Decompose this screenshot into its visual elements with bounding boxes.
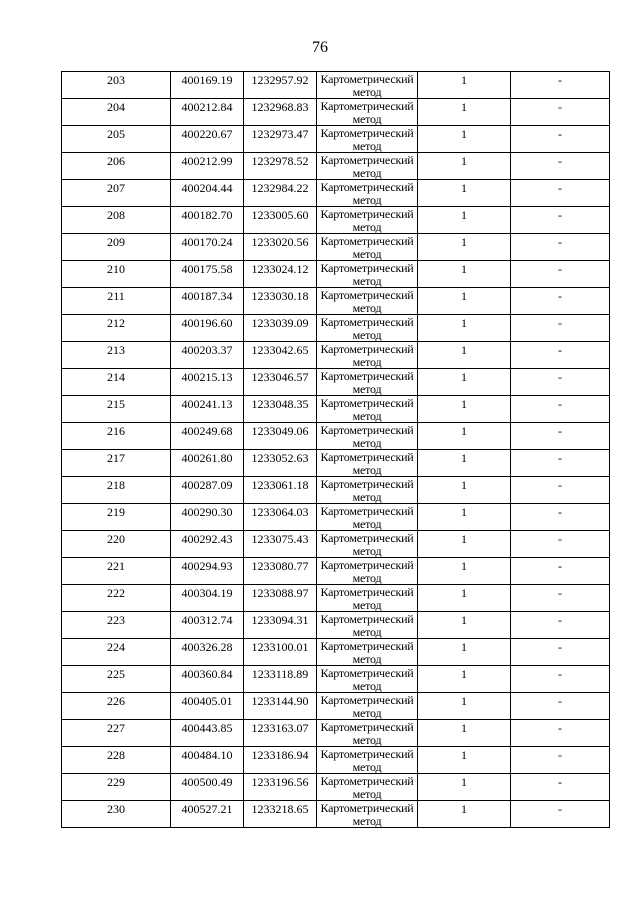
- table-row: [62, 288, 610, 315]
- note-cell: -: [511, 693, 610, 720]
- table-row: [62, 477, 610, 504]
- page-number: 76: [312, 39, 328, 56]
- accuracy-cell: 1: [418, 72, 511, 99]
- note-cell: -: [511, 72, 610, 99]
- y-coordinate-cell: 1233024.12: [244, 261, 317, 288]
- point-number-cell: 203: [62, 72, 171, 99]
- table-row: [62, 396, 610, 423]
- accuracy-cell: 1: [418, 612, 511, 639]
- accuracy-cell: 1: [418, 423, 511, 450]
- accuracy-cell: 1: [418, 639, 511, 666]
- x-coordinate-cell: 400405.01: [171, 693, 244, 720]
- table-row: [62, 234, 610, 261]
- note-cell: -: [511, 153, 610, 180]
- y-coordinate-cell: 1233075.43: [244, 531, 317, 558]
- accuracy-cell: 1: [418, 558, 511, 585]
- accuracy-cell: 1: [418, 369, 511, 396]
- table-row: [62, 72, 610, 99]
- note-cell: -: [511, 288, 610, 315]
- point-number-cell: 218: [62, 477, 171, 504]
- method-cell: Картометрический метод: [317, 396, 418, 423]
- table-row: [62, 747, 610, 774]
- method-cell: Картометрический метод: [317, 666, 418, 693]
- method-cell: Картометрический метод: [317, 153, 418, 180]
- note-cell: -: [511, 720, 610, 747]
- x-coordinate-cell: 400443.85: [171, 720, 244, 747]
- x-coordinate-cell: 400312.74: [171, 612, 244, 639]
- method-cell: Картометрический метод: [317, 450, 418, 477]
- y-coordinate-cell: 1233005.60: [244, 207, 317, 234]
- accuracy-cell: 1: [418, 99, 511, 126]
- accuracy-cell: 1: [418, 774, 511, 801]
- table-row: [62, 423, 610, 450]
- method-cell: Картометрический метод: [317, 504, 418, 531]
- y-coordinate-cell: 1232978.52: [244, 153, 317, 180]
- table-row: [62, 639, 610, 666]
- point-number-cell: 215: [62, 396, 171, 423]
- point-number-cell: 230: [62, 801, 171, 828]
- method-cell: Картометрический метод: [317, 126, 418, 153]
- point-number-cell: 211: [62, 288, 171, 315]
- accuracy-cell: 1: [418, 666, 511, 693]
- method-cell: Картометрический метод: [317, 315, 418, 342]
- note-cell: -: [511, 450, 610, 477]
- coordinates-table-body: [62, 72, 610, 828]
- accuracy-cell: 1: [418, 126, 511, 153]
- method-cell: Картометрический метод: [317, 207, 418, 234]
- x-coordinate-cell: 400196.60: [171, 315, 244, 342]
- accuracy-cell: 1: [418, 585, 511, 612]
- x-coordinate-cell: 400182.70: [171, 207, 244, 234]
- note-cell: -: [511, 558, 610, 585]
- accuracy-cell: 1: [418, 747, 511, 774]
- coordinates-table: [61, 71, 610, 828]
- accuracy-cell: 1: [418, 288, 511, 315]
- point-number-cell: 214: [62, 369, 171, 396]
- x-coordinate-cell: 400360.84: [171, 666, 244, 693]
- accuracy-cell: 1: [418, 180, 511, 207]
- accuracy-cell: 1: [418, 153, 511, 180]
- x-coordinate-cell: 400304.19: [171, 585, 244, 612]
- x-coordinate-cell: 400500.49: [171, 774, 244, 801]
- x-coordinate-cell: 400292.43: [171, 531, 244, 558]
- point-number-cell: 224: [62, 639, 171, 666]
- accuracy-cell: 1: [418, 531, 511, 558]
- accuracy-cell: 1: [418, 504, 511, 531]
- point-number-cell: 205: [62, 126, 171, 153]
- point-number-cell: 229: [62, 774, 171, 801]
- accuracy-cell: 1: [418, 261, 511, 288]
- point-number-cell: 210: [62, 261, 171, 288]
- method-cell: Картометрический метод: [317, 99, 418, 126]
- y-coordinate-cell: 1233048.35: [244, 396, 317, 423]
- note-cell: -: [511, 531, 610, 558]
- table-row: [62, 774, 610, 801]
- note-cell: -: [511, 747, 610, 774]
- method-cell: Картометрический метод: [317, 180, 418, 207]
- x-coordinate-cell: 400212.84: [171, 99, 244, 126]
- method-cell: Картометрический метод: [317, 558, 418, 585]
- x-coordinate-cell: 400261.80: [171, 450, 244, 477]
- method-cell: Картометрический метод: [317, 639, 418, 666]
- point-number-cell: 228: [62, 747, 171, 774]
- note-cell: -: [511, 342, 610, 369]
- y-coordinate-cell: 1233042.65: [244, 342, 317, 369]
- method-cell: Картометрический метод: [317, 342, 418, 369]
- accuracy-cell: 1: [418, 315, 511, 342]
- x-coordinate-cell: 400187.34: [171, 288, 244, 315]
- point-number-cell: 223: [62, 612, 171, 639]
- y-coordinate-cell: 1233163.07: [244, 720, 317, 747]
- point-number-cell: 207: [62, 180, 171, 207]
- accuracy-cell: 1: [418, 207, 511, 234]
- y-coordinate-cell: 1233088.97: [244, 585, 317, 612]
- note-cell: -: [511, 585, 610, 612]
- y-coordinate-cell: 1232957.92: [244, 72, 317, 99]
- method-cell: Картометрический метод: [317, 261, 418, 288]
- point-number-cell: 217: [62, 450, 171, 477]
- y-coordinate-cell: 1233118.89: [244, 666, 317, 693]
- x-coordinate-cell: 400241.13: [171, 396, 244, 423]
- method-cell: Картометрический метод: [317, 612, 418, 639]
- method-cell: Картометрический метод: [317, 801, 418, 828]
- table-row: [62, 558, 610, 585]
- point-number-cell: 204: [62, 99, 171, 126]
- accuracy-cell: 1: [418, 234, 511, 261]
- x-coordinate-cell: 400212.99: [171, 153, 244, 180]
- x-coordinate-cell: 400175.58: [171, 261, 244, 288]
- note-cell: -: [511, 477, 610, 504]
- point-number-cell: 206: [62, 153, 171, 180]
- note-cell: -: [511, 666, 610, 693]
- y-coordinate-cell: 1233094.31: [244, 612, 317, 639]
- accuracy-cell: 1: [418, 450, 511, 477]
- y-coordinate-cell: 1233218.65: [244, 801, 317, 828]
- y-coordinate-cell: 1232968.83: [244, 99, 317, 126]
- point-number-cell: 226: [62, 693, 171, 720]
- x-coordinate-cell: 400290.30: [171, 504, 244, 531]
- method-cell: Картометрический метод: [317, 693, 418, 720]
- method-cell: Картометрический метод: [317, 585, 418, 612]
- note-cell: -: [511, 99, 610, 126]
- x-coordinate-cell: 400294.93: [171, 558, 244, 585]
- table-row: [62, 153, 610, 180]
- y-coordinate-cell: 1233186.94: [244, 747, 317, 774]
- note-cell: -: [511, 774, 610, 801]
- method-cell: Картометрический метод: [317, 369, 418, 396]
- method-cell: Картометрический метод: [317, 747, 418, 774]
- point-number-cell: 221: [62, 558, 171, 585]
- y-coordinate-cell: 1233039.09: [244, 315, 317, 342]
- note-cell: -: [511, 504, 610, 531]
- table-row: [62, 126, 610, 153]
- x-coordinate-cell: 400484.10: [171, 747, 244, 774]
- method-cell: Картометрический метод: [317, 531, 418, 558]
- table-row: [62, 801, 610, 828]
- accuracy-cell: 1: [418, 720, 511, 747]
- point-number-cell: 227: [62, 720, 171, 747]
- note-cell: -: [511, 612, 610, 639]
- x-coordinate-cell: 400204.44: [171, 180, 244, 207]
- table-row: [62, 666, 610, 693]
- point-number-cell: 213: [62, 342, 171, 369]
- accuracy-cell: 1: [418, 342, 511, 369]
- note-cell: -: [511, 180, 610, 207]
- y-coordinate-cell: 1233144.90: [244, 693, 317, 720]
- note-cell: -: [511, 207, 610, 234]
- x-coordinate-cell: 400287.09: [171, 477, 244, 504]
- table-row: [62, 585, 610, 612]
- note-cell: -: [511, 423, 610, 450]
- note-cell: -: [511, 234, 610, 261]
- table-row: [62, 261, 610, 288]
- y-coordinate-cell: 1233046.57: [244, 369, 317, 396]
- point-number-cell: 219: [62, 504, 171, 531]
- y-coordinate-cell: 1232973.47: [244, 126, 317, 153]
- note-cell: -: [511, 801, 610, 828]
- y-coordinate-cell: 1233020.56: [244, 234, 317, 261]
- point-number-cell: 225: [62, 666, 171, 693]
- x-coordinate-cell: 400203.37: [171, 342, 244, 369]
- y-coordinate-cell: 1233061.18: [244, 477, 317, 504]
- accuracy-cell: 1: [418, 801, 511, 828]
- y-coordinate-cell: 1232984.22: [244, 180, 317, 207]
- method-cell: Картометрический метод: [317, 477, 418, 504]
- point-number-cell: 222: [62, 585, 171, 612]
- table-row: [62, 531, 610, 558]
- method-cell: Картометрический метод: [317, 234, 418, 261]
- point-number-cell: 209: [62, 234, 171, 261]
- x-coordinate-cell: 400220.67: [171, 126, 244, 153]
- x-coordinate-cell: 400326.28: [171, 639, 244, 666]
- note-cell: -: [511, 261, 610, 288]
- accuracy-cell: 1: [418, 396, 511, 423]
- method-cell: Картометрический метод: [317, 288, 418, 315]
- method-cell: Картометрический метод: [317, 774, 418, 801]
- x-coordinate-cell: 400249.68: [171, 423, 244, 450]
- x-coordinate-cell: 400170.24: [171, 234, 244, 261]
- y-coordinate-cell: 1233064.03: [244, 504, 317, 531]
- table-row: [62, 180, 610, 207]
- note-cell: -: [511, 396, 610, 423]
- table-row: [62, 450, 610, 477]
- accuracy-cell: 1: [418, 477, 511, 504]
- y-coordinate-cell: 1233100.01: [244, 639, 317, 666]
- method-cell: Картометрический метод: [317, 72, 418, 99]
- table-row: [62, 504, 610, 531]
- point-number-cell: 208: [62, 207, 171, 234]
- note-cell: -: [511, 315, 610, 342]
- method-cell: Картометрический метод: [317, 720, 418, 747]
- table-row: [62, 342, 610, 369]
- y-coordinate-cell: 1233080.77: [244, 558, 317, 585]
- note-cell: -: [511, 126, 610, 153]
- accuracy-cell: 1: [418, 693, 511, 720]
- point-number-cell: 220: [62, 531, 171, 558]
- x-coordinate-cell: 400215.13: [171, 369, 244, 396]
- note-cell: -: [511, 639, 610, 666]
- method-cell: Картометрический метод: [317, 423, 418, 450]
- table-row: [62, 369, 610, 396]
- y-coordinate-cell: 1233052.63: [244, 450, 317, 477]
- table-row: [62, 315, 610, 342]
- note-cell: -: [511, 369, 610, 396]
- y-coordinate-cell: 1233049.06: [244, 423, 317, 450]
- table-row: [62, 207, 610, 234]
- y-coordinate-cell: 1233196.56: [244, 774, 317, 801]
- x-coordinate-cell: 400169.19: [171, 72, 244, 99]
- table-row: [62, 693, 610, 720]
- table-row: [62, 99, 610, 126]
- table-row: [62, 612, 610, 639]
- point-number-cell: 216: [62, 423, 171, 450]
- point-number-cell: 212: [62, 315, 171, 342]
- table-row: [62, 720, 610, 747]
- x-coordinate-cell: 400527.21: [171, 801, 244, 828]
- y-coordinate-cell: 1233030.18: [244, 288, 317, 315]
